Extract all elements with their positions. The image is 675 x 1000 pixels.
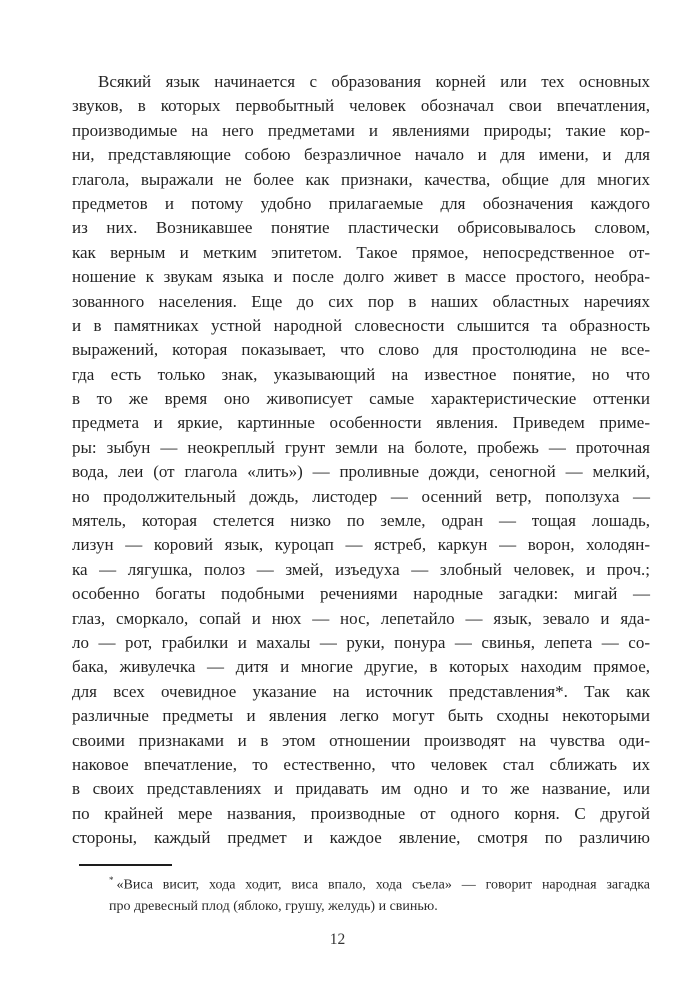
text-line: производимые на него предметами и явлениями природы; такие кор- (72, 120, 650, 140)
text-line: мятель, которая стелется низко по земле, одран — тощая лошадь, (72, 511, 650, 531)
text-line: ношение к звукам языка и после долго живет в массе простого, необра- (72, 267, 650, 287)
text-line: различные предметы и явления легко могут быть сходны некоторыми (72, 706, 650, 726)
text-line: ло — рот, грабилки и махалы — руки, понура — свинья, лепета — со- (72, 632, 650, 652)
footnote-line (109, 870, 650, 896)
footnote-line-text: «Виса висит, хода ходит, виса впало, хода съела» — говорит народная загадка (116, 877, 650, 893)
text-line: вода, леи (от глагола «лить») — проливные дожди, сеногной — мелкий, (72, 462, 650, 482)
footnote (72, 870, 650, 917)
text-line: стороны, каждый предмет и каждое явление, смотря по различию (72, 828, 650, 848)
page-number: 12 (329, 931, 346, 948)
text-line: лизун — коровий язык, куроцап — ястреб, каркун — ворон, холодян- (72, 535, 650, 555)
text-line: глаз, сморкало, сопай и нюх — нос, лепетайло — язык, зевало и яда- (72, 608, 650, 628)
text-line: ка — лягушка, полоз — змей, изъедуха — злобный человек, и проч.; (72, 559, 650, 579)
text-line: зованного населения. Еще до сих пор в наших областных наречиях (72, 291, 650, 311)
text-line: ни, представляющие собою безразличное начало и для имени, и для (72, 145, 650, 165)
text-line: Всякий язык начинается с образования корней или тех основных (98, 72, 650, 91)
text-line: и в памятниках устной народной словесности слышится та образность (72, 315, 650, 335)
text-line: в своих представлениях и придавать им одно и то же название, или (72, 779, 650, 799)
text-line: для всех очевидное указание на источник представления*. Так как (72, 681, 650, 701)
text-line: наковое впечатление, то естественно, что человек стал сближать их (72, 754, 650, 774)
text-line: из них. Возникавшее понятие пластически обрисовывалось словом, (72, 218, 650, 238)
text-line: глагола, выражали не более как признаки, качества, общие для многих (72, 169, 650, 189)
footnote-marker: * (109, 875, 114, 885)
text-line: предметов и потому удобно прилагаемые для обозначения каждого (72, 193, 650, 213)
text-line: своими признаками и в этом отношении производят на чувства оди- (72, 730, 650, 750)
text-line: но продолжительный дождь, листодер — осенний ветр, поползуха — (72, 486, 650, 506)
footnote-line: про древесный плод (яблоко, грушу, желудь) и свинью. (109, 898, 438, 914)
footnote-separator (79, 864, 172, 866)
text-line: предмета и яркие, картинные особенности явления. Приведем приме- (72, 413, 650, 433)
text-line: особенно богаты подобными речениями народные загадки: мигай — (72, 584, 650, 604)
text-line: по крайней мере названия, производные от одного корня. С другой (72, 803, 650, 823)
text-line: ры: зыбун — неокреплый грунт земли на болоте, пробежь — проточная (72, 437, 650, 457)
text-line: в то же время оно живописует самые характеристические оттенки (72, 389, 650, 409)
text-line: как верным и метким эпитетом. Такое прямое, непосредственное от- (72, 242, 650, 262)
text-line: бака, живулечка — дитя и многие другие, в которых находим прямое, (72, 657, 650, 677)
text-line: звуков, в которых первобытный человек обозначал свои впечатления, (72, 96, 650, 116)
text-line: гда есть только знак, указывающий на известное понятие, но что (72, 364, 650, 384)
main-paragraph (72, 70, 650, 851)
text-line: выражений, которая показывает, что слово для простолюдина не все- (72, 340, 650, 360)
